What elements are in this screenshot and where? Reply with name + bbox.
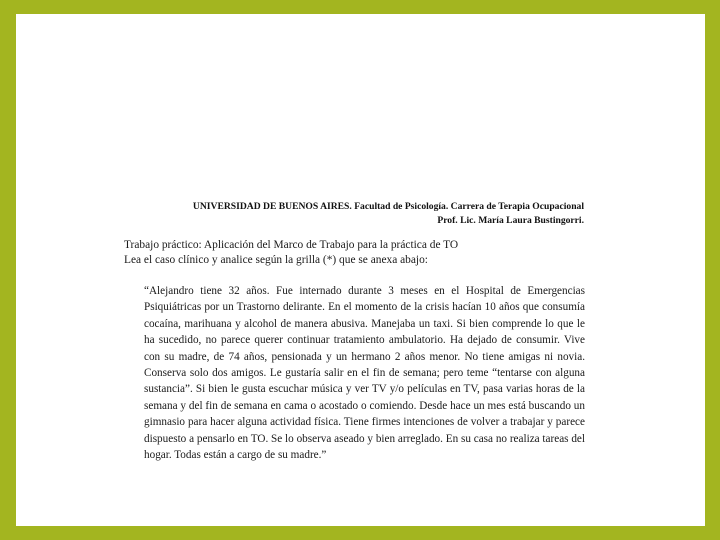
university-line: UNIVERSIDAD DE BUENOS AIRES. Facultad de Psicología. Carrera de Terapia Ocupacional	[192, 201, 584, 212]
assignment-intro	[124, 238, 594, 268]
assignment-instruction: Lea el caso clínico y analice según la grilla (*) que se anexa abajo:	[124, 254, 428, 266]
clinical-case-paragraph: “Alejandro tiene 32 años. Fue internado durante 3 meses en el Hospital de Emergencias Psiquiátricas por un Trastorno delirante. En el momento de la crisis hacían 10 años que consumía cocaína, marihuana y alcohol de manera abusiva. Manejaba un taxi. Si bien comprende lo que le ha sucedido, no parece querer continuar tratamiento ambulatorio. Ha dejado de consumir. Vive con su madre, de 74 años, pensionada y un hermano 2 años menor. No tiene amigas ni novia. Conserva solo dos amigos. Le gustaría salir en el fin de semana; pero teme “tentarse con alguna sustancia”. Si bien le gusta escuchar música y ver TV y/o películas en TV, pasa varias horas de la semana y del fin de semana en cama o acostado o comiendo. Desde hace un mes está buscando un gimnasio para hacer alguna actividad física. Tiene firmes intenciones de volver a trabajar y parece dispuesto a pensarlo en TO. Se lo observa aseado y bien arreglado. En su casa no realiza tareas del hogar. Todas están a cargo de su madre.”	[144, 285, 585, 462]
document-header	[16, 200, 584, 228]
assignment-title: Trabajo práctico: Aplicación del Marco de Trabajo para la práctica de TO	[124, 239, 459, 251]
slide-page	[16, 14, 705, 526]
professor-line: Prof. Lic. María Laura Bustingorri.	[437, 215, 584, 226]
